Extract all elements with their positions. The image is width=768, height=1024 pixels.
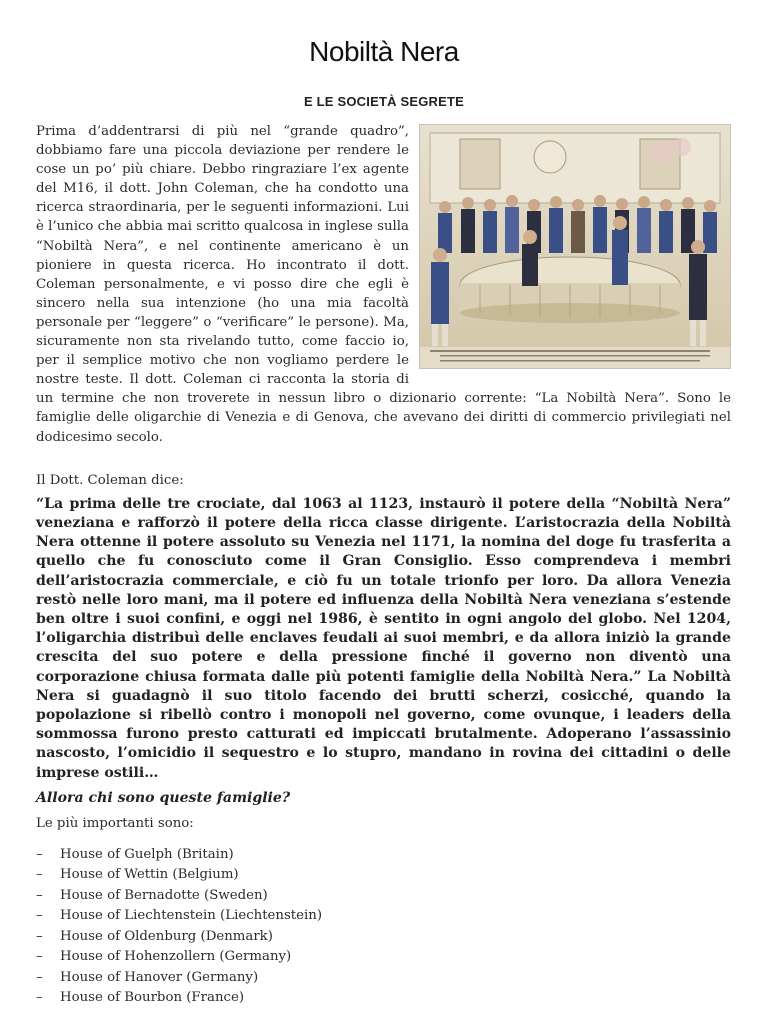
dash-marker: – xyxy=(36,969,43,985)
dash-marker: – xyxy=(36,928,43,944)
list-item xyxy=(36,906,731,927)
attribution-line: Il Dott. Coleman dice: xyxy=(36,472,184,488)
house-name: House of Bernadotte (Sweden) xyxy=(60,887,268,903)
house-name: House of Liechtenstein (Liechtenstein) xyxy=(60,908,323,924)
house-name: House of Oldenburg (Denmark) xyxy=(60,928,273,944)
house-name: House of Guelph (Britain) xyxy=(60,846,234,862)
list-lead: Le più importanti sono: xyxy=(36,815,194,831)
list-item xyxy=(36,988,731,1009)
list-item xyxy=(36,886,731,907)
intro-paragraph: Prima d’addentrarsi di più nel “grande quadro”, dobbiamo fare una piccola deviazione per rendere le cose un po’ più chiare. Debbo ringraziare l’ex agente del M16, il dott. John Coleman, che ha condotto una ricerca straordinaria, per le seguenti informazioni. Lui è l’unico che abbia mai scritto qualcosa in inglese sulla “Nobiltà Nera”, e nel continente americano è un pioniere in questa ricerca. Ho incontrato il dott. Coleman personalmente, e vi posso dire che egli è sincero nella sua intenzione (ho una mia facoltà personale per “leggere” o “verificare” le persone). Ma, sicuramente non sta rivelando tutto, come faccio io, per il semplice motivo che non vogliamo perdere le nostre teste. Il dott. Coleman ci racconta la storia di un termine che non troverete in nessun libro o dizionario corrente: “La Nobiltà Nera”. Sono le famiglie delle oligarchie di Venezia e di Genova, che avevano dei diritti di commercio privilegiati nel dodicesimo secolo. xyxy=(36,124,731,445)
quote-paragraph: “La prima delle tre crociate, dal 1063 al 1123, instaurò il potere della “Nobiltà Nera” veneziana e rafforzò il potere della ricca classe dirigente. L’aristocrazia della Nobiltà Nera ottenne il potere assoluto su Venezia nel 1171, la nomina del doge fu trasferita a quello che fu conosciuto come il Gran Consiglio. Esso comprendeva i membri dell’aristocrazia commerciale, e ciò fu un totale trionfo per loro. Da allora Venezia restò nelle loro mani, ma il potere ed influenza della Nobiltà Nera veneziana s’estende ben oltre i suoi confini, e oggi nel 1986, è sentito in ogni angolo del globo. Nel 1204, l’oligarchia distribuì delle enclaves feudali ai suoi membri, e da allora iniziò la grande crescita del suo potere e della pressione finché il governo non diventò una corporazione chiusa formata dalle più potenti famiglie della Nobiltà Nera.” La Nobiltà Nera si guadagnò il suo titolo facendo dei brutti scherzi, cosicché, quando la popolazione si ribellò contro i monopoli nel governo, come ovunque, i leaders della sommossa furono presto catturati ed impiccati brutalmente. Adoperano l’assassinio nascosto, l’omicidio il sequestro e lo stupro, mandano in rovina dei cittadini o delle imprese ostili… xyxy=(36,495,731,781)
house-name: House of Wettin (Belgium) xyxy=(60,867,239,883)
page-subtitle: E LE SOCIETÀ SEGRETE xyxy=(303,94,465,109)
house-name: House of Bourbon (France) xyxy=(60,990,245,1006)
page-title: Nobiltà Nera xyxy=(309,36,459,67)
dash-marker: – xyxy=(36,949,43,965)
list-item xyxy=(36,927,731,948)
list-item xyxy=(36,865,731,886)
dash-marker: – xyxy=(36,990,43,1006)
list-item xyxy=(36,968,731,989)
article-body xyxy=(36,122,731,1009)
engraving-illustration-icon xyxy=(419,124,731,369)
dash-marker: – xyxy=(36,846,43,862)
dash-marker: – xyxy=(36,867,43,883)
house-name: House of Hanover (Germany) xyxy=(60,969,259,985)
list-item xyxy=(36,947,731,968)
dash-marker: – xyxy=(36,887,43,903)
house-name: House of Hohenzollern (Germany) xyxy=(60,949,292,965)
dash-marker: – xyxy=(36,908,43,924)
list-item xyxy=(36,845,731,866)
question-line: Allora chi sono queste famiglie? xyxy=(36,789,291,806)
houses-list xyxy=(36,845,731,1009)
